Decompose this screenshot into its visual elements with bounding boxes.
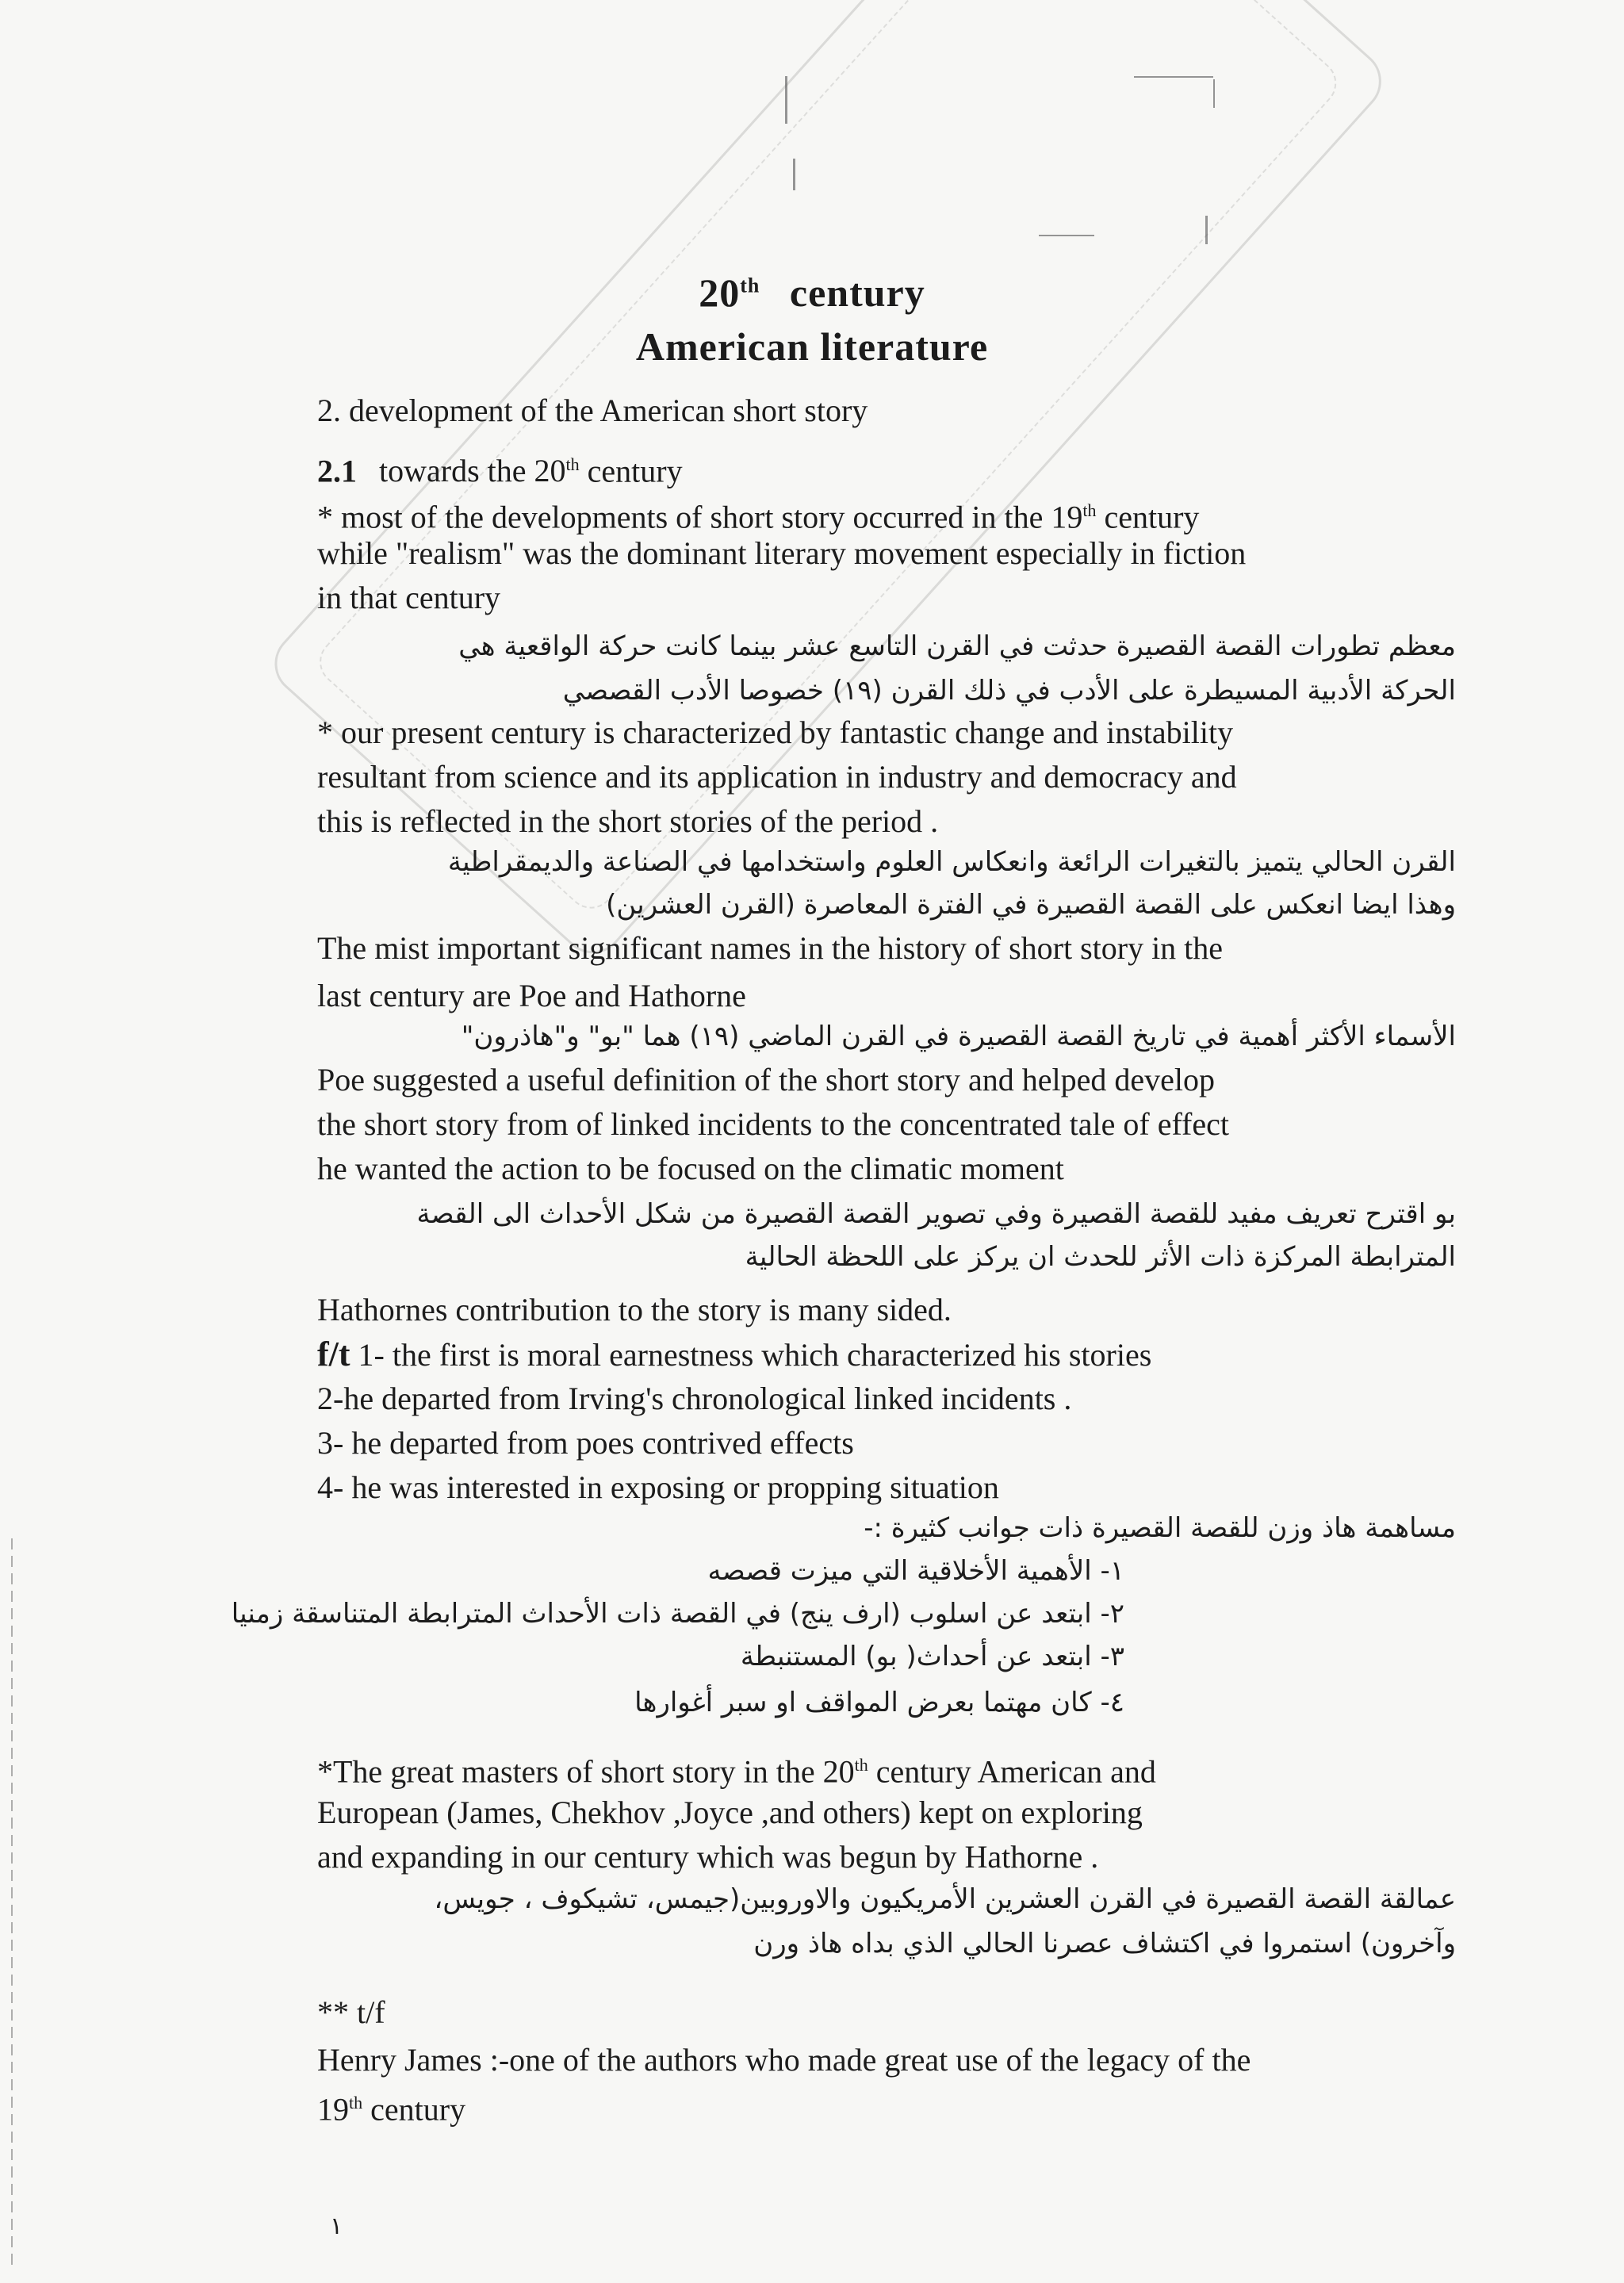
list-item-text: 1- the first is moral earnestness which characterized his stories [350,1337,1152,1373]
paragraph-line: resultant from science and its application in industry and democracy and [317,759,1237,795]
title-word: century [789,270,925,315]
section-number: 2.1 [317,453,357,489]
text-segment: *The great masters of short story in the 20 [317,1753,855,1790]
paragraph-line: * our present century is characterized by fantastic change and instability [317,714,1234,750]
arabic-list-line: ٢- ابتعد عن اسلوب (ارف ينج) في القصة ذات الأحداث المترابطة المتناسقة زمنيا [231,1598,1124,1630]
scan-edge-line [11,1538,13,2268]
paragraph-line [317,492,1199,536]
list-line: 3- he departed from poes contrived effects [317,1425,854,1461]
section-text: towards the 20 [379,453,566,489]
heading-section-2-1 [317,446,683,490]
arabic-translation-line: وآخرون) استمروا في اكتشاف عصرنا الحالي الذي بداه هاذ ورن [753,1928,1456,1959]
arabic-translation-line: القرن الحالي يتميز بالتغيرات الرائعة وانعكاس العلوم واستخدامها في الصناعة والديمقراطية [447,846,1456,878]
arabic-translation-line: وهذا ايضا انعكس على القصة القصيرة في الفترة المعاصرة (القرن العشرين) [606,889,1456,921]
arabic-translation-line: معظم تطورات القصة القصيرة حدثت في القرن التاسع عشر بينما كانت حركة الواقعية هي [458,630,1456,662]
arabic-translation-line: بو اقترح تعريف مفيد للقصة القصيرة وفي تصوير القصة القصيرة من شكل الأحداث الى القصة [416,1198,1456,1230]
scan-mark [793,159,795,190]
title-number: 20 [699,270,741,315]
paragraph-line: and expanding in our century which was begun by Hathorne . [317,1839,1099,1875]
list-line [317,1335,1151,1374]
arabic-list-line: ٤- كان مهتما بعرض المواقف او سبر أغوارها [634,1687,1124,1718]
arabic-translation-line: المترابطة المركزة ذات الأثر للحدث ان يركز على اللحظة الحالية [745,1241,1456,1273]
scan-mark [1039,235,1094,236]
arabic-translation-line: الحركة الأدبية المسيطرة على الأدب في ذلك القرن (١٩) خصوصا الأدب القصصي [562,675,1456,707]
text-segment: century American and [868,1753,1156,1790]
superscript: th [1082,500,1097,520]
page-title-line-1 [0,270,1624,316]
text-segment: 19 [317,2091,349,2128]
paragraph-line: Poe suggested a useful definition of the short story and helped develop [317,1062,1215,1097]
text-segment: century [1096,499,1200,535]
list-line: 2-he departed from Irving's chronological linked incidents . [317,1381,1072,1416]
paragraph-line: European (James, Chekhov ,Joyce ,and others) kept on exploring [317,1795,1143,1830]
paragraph-line: the short story from of linked incidents to the concentrated tale of effect [317,1106,1229,1142]
page-mark: ١ [330,2213,343,2239]
arabic-translation-line: مساهمة هاذ وزن للقصة القصيرة ذات جوانب كثيرة :- [864,1512,1456,1544]
paragraph-line: Henry James :-one of the authors who made great use of the legacy of the [317,2042,1251,2078]
text-segment: century [362,2091,466,2128]
heading-section-2: 2. development of the American short story [317,393,868,428]
superscript: th [565,454,580,474]
scan-mark [785,76,787,124]
arabic-list-line: ٣- ابتعد عن أحداث( بو) المستنبطة [740,1641,1124,1672]
arabic-translation-line: عمالقة القصة القصيرة في القرن العشرين الأمريكيون والاوروبين(جيمس، تشيكوف ، جويس، [434,1883,1456,1915]
arabic-translation-line: الأسماء الأكثر أهمية في تاريخ القصة القصيرة في القرن الماضي (١٩) هما "بو" و"هاذرون" [461,1021,1456,1052]
paragraph-line: last century are Poe and Hathorne [317,978,746,1013]
paragraph-line: while "realism" was the dominant literary movement especially in fiction [317,535,1247,571]
page-title-line-2: American literature [635,324,989,369]
paragraph-line: in that century [317,580,501,615]
scan-mark [1134,76,1213,78]
title-superscript: th [740,274,760,297]
question-type-label: f/t [317,1335,350,1373]
list-line: 4- he was interested in exposing or propping situation [317,1469,999,1505]
superscript: th [854,1755,868,1775]
paragraph-line: this is reflected in the short stories of the period . [317,803,939,839]
scan-mark [1205,216,1208,244]
paragraph-line: Hathornes contribution to the story is many sided. [317,1292,952,1327]
superscript: th [349,2093,363,2113]
paragraph-line [317,1746,1156,1791]
scan-mark [1213,79,1215,108]
text-segment: * most of the developments of short story occurred in the 19 [317,499,1083,535]
paragraph-line: he wanted the action to be focused on the climatic moment [317,1151,1064,1186]
arabic-list-line: ١- الأهمية الأخلاقية التي ميزت قصصه [707,1555,1124,1587]
section-label: ** t/f [317,1994,385,2030]
section-text-end: century [579,453,683,489]
paragraph-line [317,2084,465,2128]
paragraph-line: The mist important significant names in the history of short story in the [317,930,1224,966]
